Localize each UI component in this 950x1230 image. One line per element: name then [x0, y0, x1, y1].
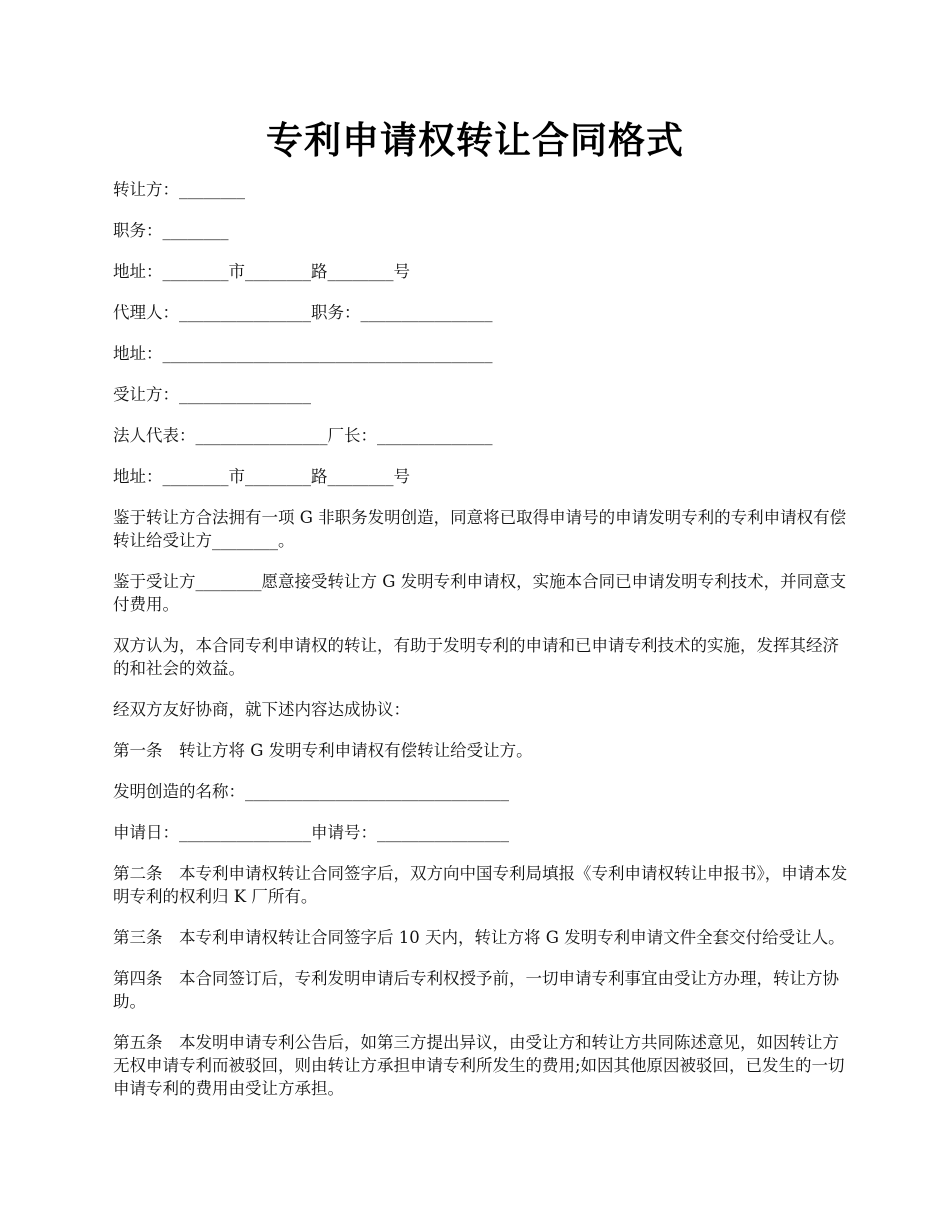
paragraph-article-3: 第三条 本专利申请权转让合同签字后 10 天内，转让方将 G 发明专利申请文件全套交付给受让人。	[113, 928, 845, 947]
paragraph-article-1: 第一条 转让方将 G 发明专利申请权有偿转让给受让方。	[113, 741, 533, 760]
paragraph-both-parties: 双方认为，本合同专利申请权的转让，有助于发明专利的申请和已申请专利技术的实施，发挥其经济的和社会的效益。	[113, 636, 839, 678]
paragraph-agent: 代理人：________________职务：________________	[113, 303, 493, 322]
paragraph-legal-rep: 法人代表：________________厂长：______________	[113, 426, 493, 445]
paragraph-position: 职务：________	[113, 221, 229, 240]
paragraph-address-2: 地址：________________________________________	[113, 344, 493, 363]
document-title: 专利申请权转让合同格式	[266, 119, 684, 162]
paragraph-invention-name: 发明创造的名称：________________________________	[113, 782, 509, 801]
paragraph-agreement: 经双方友好协商，就下述内容达成协议：	[113, 700, 410, 719]
paragraph-article-2: 第二条 本专利申请权转让合同签字后，双方向中国专利局填报《专利申请权转让申报书》，申请本发明专利的权利归 K 厂所有。	[113, 864, 848, 906]
paragraph-whereas-1: 鉴于转让方合法拥有一项 G 非职务发明创造，同意将已取得申请号的申请发明专利的专利申请权有偿转让给受让方________。	[113, 508, 847, 550]
document-body	[113, 178, 853, 1118]
paragraph-article-5: 第五条 本发明申请专利公告后，如第三方提出异议，由受让方和转让方共同陈述意见，如因转让方无权申请专利而被驳回，则由转让方承担申请专利所发生的费用;如因其他原因被驳回，已发生的一切申请专利的费用由受让方承担。	[113, 1033, 845, 1098]
paragraph-transferor: 转让方：________	[113, 180, 245, 199]
paragraph-application-date: 申请日：________________申请号：________________	[113, 823, 509, 842]
paragraph-whereas-2: 鉴于受让方________愿意接受转让方 G 发明专利申请权，实施本合同已申请发明专利技术，并同意支付费用。	[113, 572, 847, 614]
paragraph-transferee: 受让方：________________	[113, 385, 311, 404]
paragraph-address-1: 地址：________市________路________号	[113, 262, 410, 281]
paragraph-article-4: 第四条 本合同签订后，专利发明申请后专利权授予前，一切申请专利事宜由受让方办理，转让方协助。	[113, 969, 839, 1011]
paragraph-address-3: 地址：________市________路________号	[113, 467, 410, 486]
